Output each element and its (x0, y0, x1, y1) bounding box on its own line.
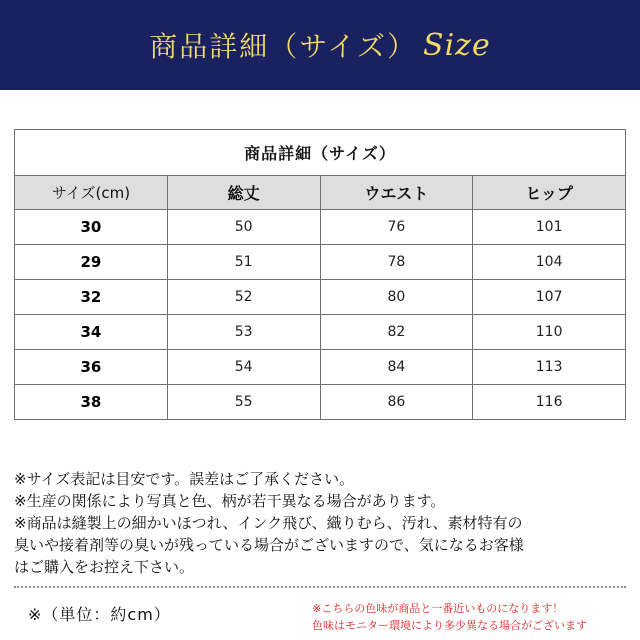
cell-hip: 110 (473, 315, 626, 350)
cell-waist: 76 (320, 210, 473, 245)
cell-waist: 86 (320, 385, 473, 420)
cell-waist: 78 (320, 245, 473, 280)
table-row (15, 315, 626, 350)
header-waist: ウエスト (320, 176, 473, 210)
cell-length: 52 (167, 280, 320, 315)
cell-hip: 113 (473, 350, 626, 385)
size-table (14, 129, 626, 420)
color-note-line: 色味はモニター環境により多少異なる場合がございます (312, 619, 587, 632)
banner-title (0, 0, 640, 90)
cell-length: 53 (167, 315, 320, 350)
color-note-line: ※こちらの色味が商品と一番近いものになります！ (312, 602, 564, 615)
dotted-divider (14, 586, 626, 588)
cell-size: 38 (15, 385, 168, 420)
cell-hip: 101 (473, 210, 626, 245)
table-header-row (15, 176, 626, 210)
header-hip: ヒップ (473, 176, 626, 210)
cell-hip: 107 (473, 280, 626, 315)
header-size: サイズ(cm) (15, 176, 168, 210)
color-note (312, 600, 632, 634)
table-row (15, 350, 626, 385)
cell-waist: 84 (320, 350, 473, 385)
cell-size: 36 (15, 350, 168, 385)
cell-hip: 104 (473, 245, 626, 280)
cell-waist: 80 (320, 280, 473, 315)
table-row (15, 210, 626, 245)
cell-waist: 82 (320, 315, 473, 350)
table-row (15, 385, 626, 420)
notes-block (14, 468, 634, 578)
cell-size: 29 (15, 245, 168, 280)
cell-size: 34 (15, 315, 168, 350)
cell-length: 50 (167, 210, 320, 245)
note-line: ※商品は縫製上の細かいほつれ、インク飛び、織りむら、汚れ、素材特有の (14, 514, 523, 532)
header-length: 総丈 (167, 176, 320, 210)
banner-script-text: Size (423, 27, 491, 63)
cell-size: 30 (15, 210, 168, 245)
cell-size: 32 (15, 280, 168, 315)
unit-label: ※（単位：約cm） (28, 605, 171, 624)
table-row (15, 280, 626, 315)
cell-length: 55 (167, 385, 320, 420)
table-caption: 商品詳細（サイズ） (15, 130, 626, 176)
note-line: ※サイズ表記は目安です。誤差はご了承ください。 (14, 470, 355, 488)
note-line: はご購入をお控え下さい。 (14, 558, 195, 576)
header-banner (0, 0, 640, 90)
cell-length: 51 (167, 245, 320, 280)
table-row (15, 245, 626, 280)
cell-length: 54 (167, 350, 320, 385)
banner-title-text: 商品詳細（サイズ） (149, 30, 418, 63)
cell-hip: 116 (473, 385, 626, 420)
note-line: ※生産の関係により写真と色、柄が若干異なる場合があります。 (14, 492, 446, 510)
note-line: 臭いや接着剤等の臭いが残っている場合がございますので、気になるお客様 (14, 536, 524, 554)
